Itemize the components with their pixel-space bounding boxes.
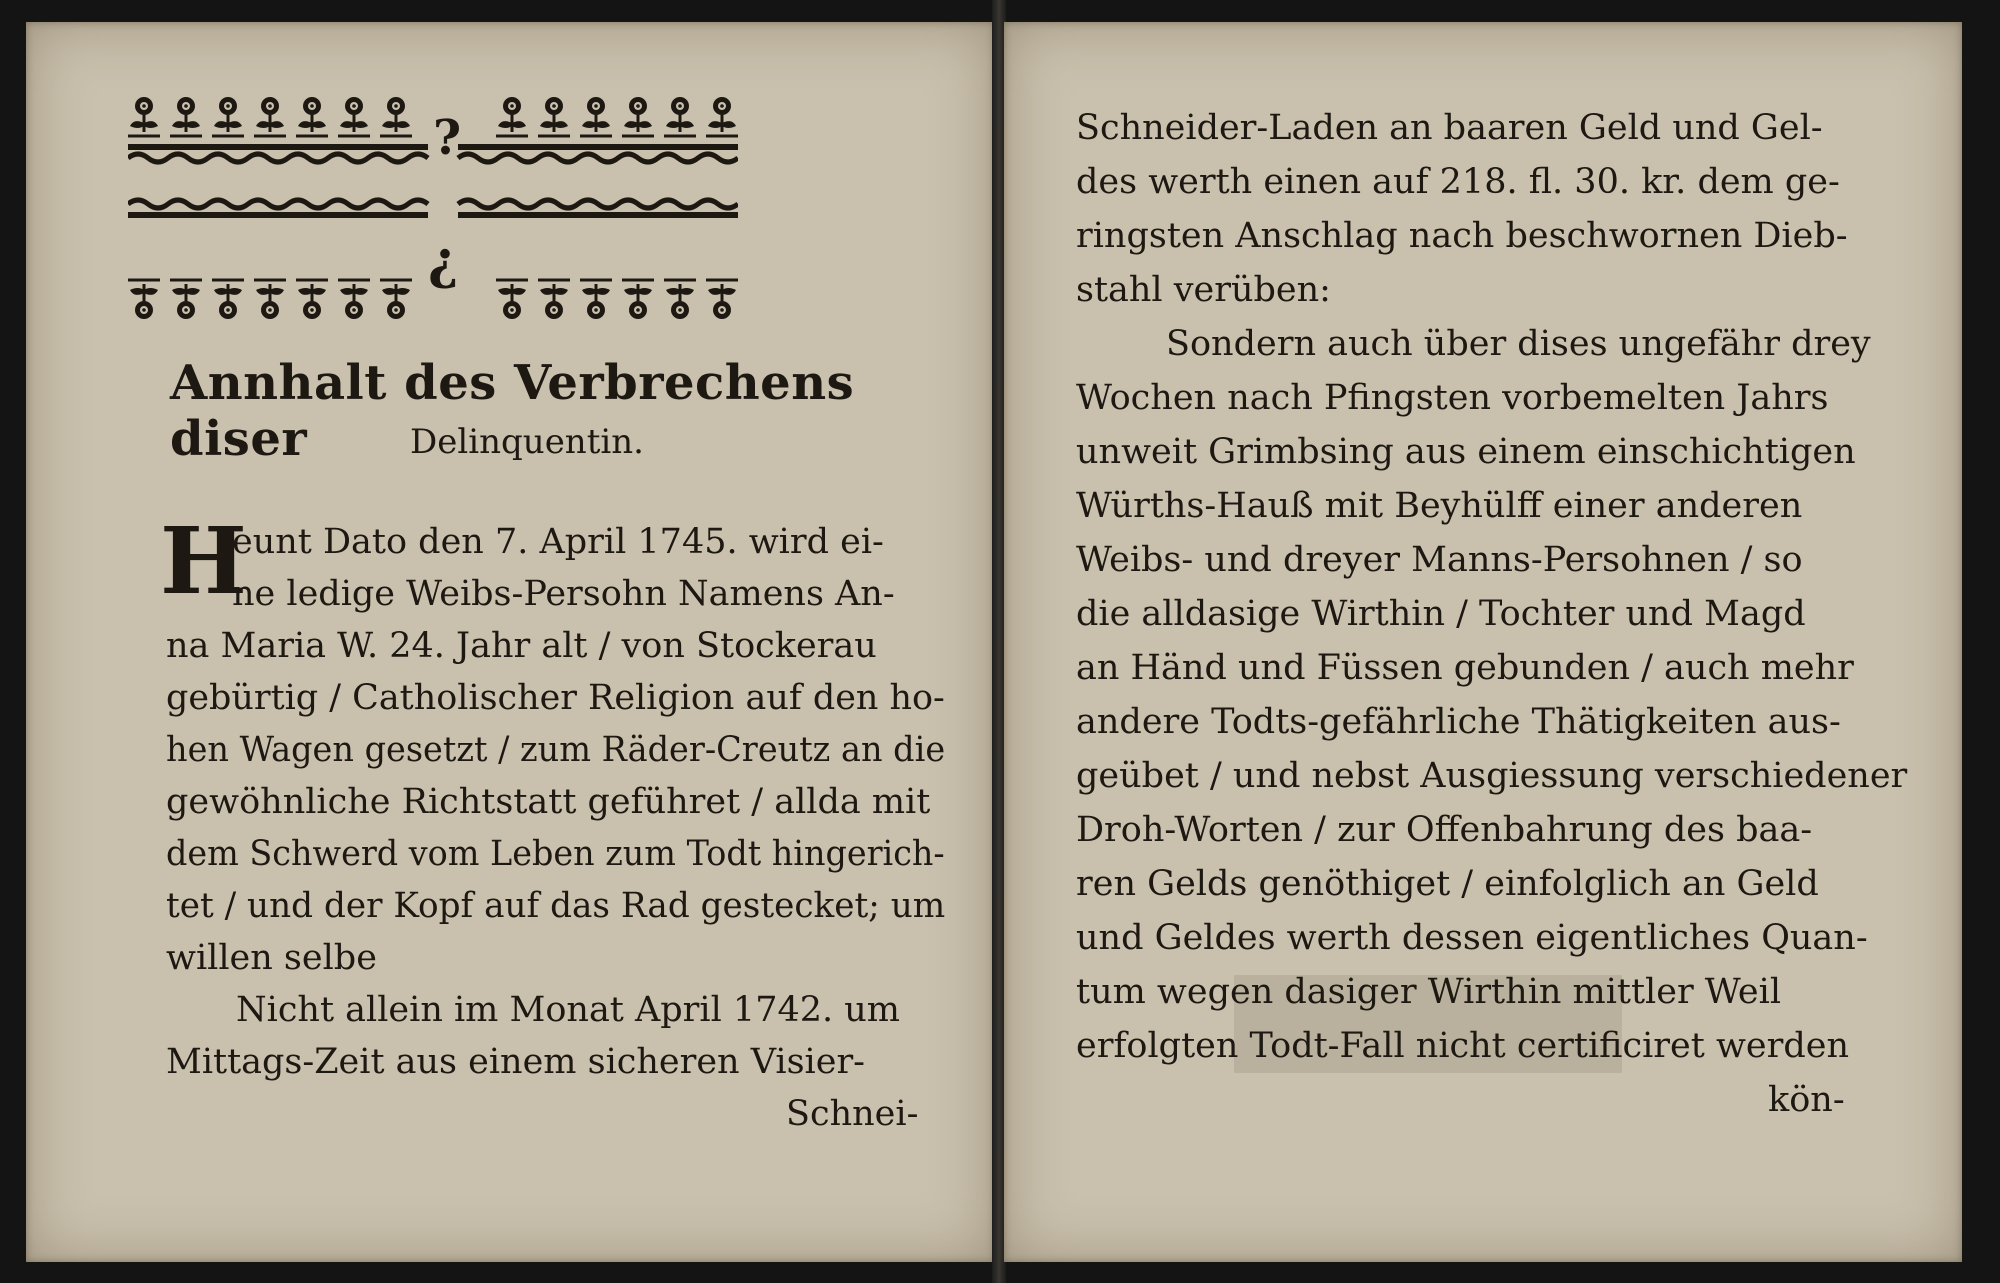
section-heading: Annhalt des Verbrechens diser: [170, 355, 855, 467]
text-line: gebürtig / Catholischer Religion auf den ho-: [166, 678, 945, 718]
text-line: dem Schwerd vom Leben zum Todt hingerich-: [166, 834, 945, 874]
text-line: geübet / und nebst Ausgiessung verschiedener: [1076, 756, 1908, 796]
text-line: Sondern auch über dises ungefähr drey: [1166, 324, 1871, 364]
text-line: Nicht allein im Monat April 1742. um: [236, 990, 900, 1030]
text-line: und Geldes werth dessen eigentliches Quan-: [1076, 918, 1868, 958]
text-line: stahl verüben:: [1076, 270, 1331, 310]
text-line: gewöhnliche Richtstatt geführet / allda mit: [166, 782, 931, 822]
svg-text:?: ?: [433, 110, 462, 166]
text-line: des werth einen auf 218. fl. 30. kr. dem ge-: [1076, 162, 1840, 202]
text-line: ringsten Anschlag nach beschwornen Dieb-: [1076, 216, 1848, 256]
floral-ornament-icon: [128, 92, 738, 324]
text-line: Wochen nach Pfingsten vorbemelten Jahrs: [1076, 378, 1829, 418]
text-line: ne ledige Weibs-Persohn Namens An-: [232, 574, 895, 614]
text-line: erfolgten Todt-Fall nicht certificiret werden: [1076, 1026, 1850, 1066]
text-line: willen selbe: [166, 938, 377, 978]
text-line: tet / und der Kopf auf das Rad gestecket; um: [166, 886, 946, 926]
text-line: eunt Dato den 7. April 1745. wird ei-: [232, 522, 884, 562]
catchword: Schnei-: [786, 1094, 919, 1134]
text-line: andere Todts-gefährliche Thätigkeiten aus-: [1076, 702, 1841, 742]
text-line: Weibs- und dreyer Manns-Persohnen / so: [1076, 540, 1803, 580]
text-line: ren Gelds genöthiget / einfolglich an Geld: [1076, 864, 1819, 904]
drop-cap: H: [160, 507, 247, 615]
text-line: die alldasige Wirthin / Tochter und Magd: [1076, 594, 1806, 634]
text-line: Droh-Worten / zur Offenbahrung des baa-: [1076, 810, 1813, 850]
text-line: Mittags-Zeit aus einem sicheren Visier-: [166, 1042, 866, 1082]
catchword: kön-: [1768, 1080, 1845, 1120]
svg-text:¿: ¿: [428, 230, 459, 291]
text-line: tum wegen dasiger Wirthin mittler Weil: [1076, 972, 1782, 1012]
text-line: an Händ und Füssen gebunden / auch mehr: [1076, 648, 1854, 688]
text-line: hen Wagen gesetzt / zum Räder-Creutz an die: [166, 730, 946, 770]
text-line: Schneider-Laden an baaren Geld und Gel-: [1076, 108, 1823, 148]
text-line: unweit Grimbsing aus einem einschichtigen: [1076, 432, 1856, 472]
text-line: na Maria W. 24. Jahr alt / von Stockerau: [166, 626, 877, 666]
section-subheading: Delinquentin.: [410, 422, 644, 462]
right-page: [1004, 22, 1962, 1262]
text-line: Würths-Hauß mit Beyhülff einer anderen: [1076, 486, 1803, 526]
